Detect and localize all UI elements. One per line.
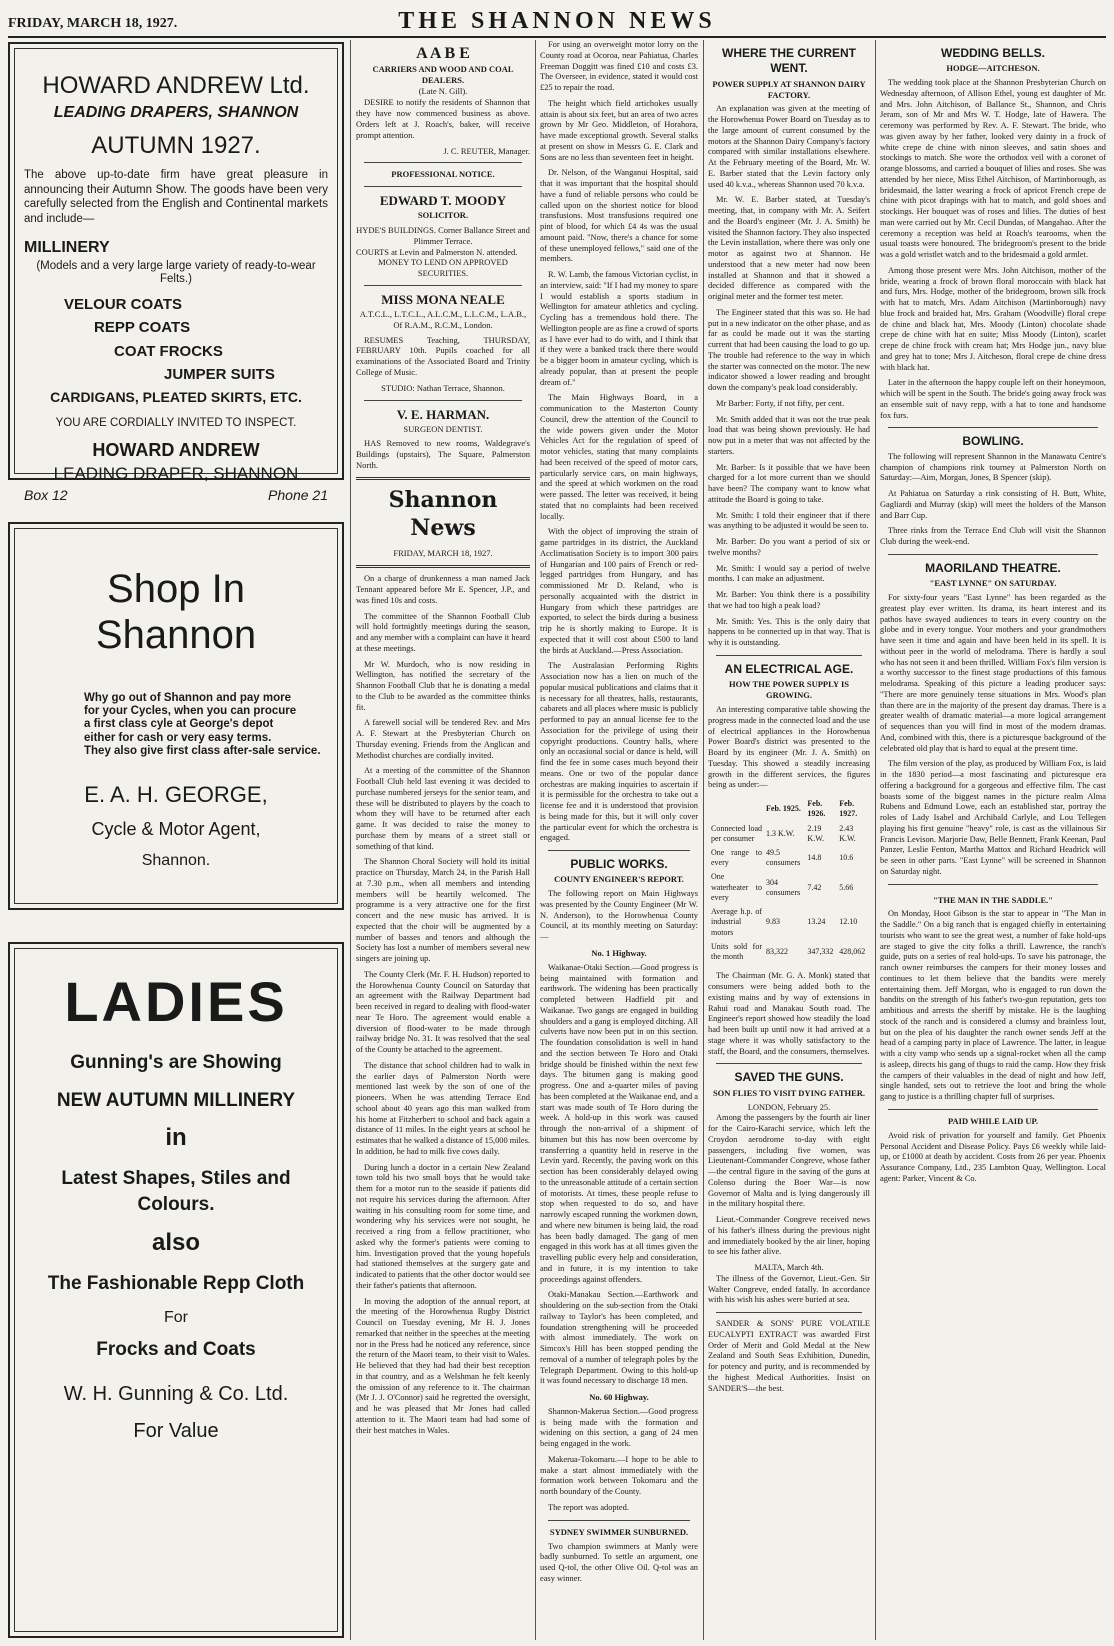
card-address: HYDE'S BUILDINGS. Corner Ballance Street and Plimmer Terrace.	[356, 224, 530, 246]
professional-notice: PROFESSIONAL NOTICE.	[391, 169, 495, 180]
news-item: During lunch a doctor in a certain New Zealand town told his two small boys that he would take them for a motor run to the seaside if patients did not require his services during the afternoon. After waiting in his consulting room for some time, and wondering why his services were not sought, he received a ring from a fellow practitioner, who asked why the former's patients were coming to him. Investigation proved that the young hopefuls had stationed themselves at the surgery gate and indicated to patients that the other doctor would see their father's patients that afternoon.	[356, 1162, 530, 1290]
ad-body-line: a first class cyle at George's depot	[84, 718, 274, 731]
ad-line: NEW AUTUMN MILLINERY	[56, 1090, 296, 1112]
column-4	[708, 40, 870, 1640]
table-cell: 304 consumers	[766, 877, 801, 897]
ad-body-line: They also give first class after-sale service.	[84, 744, 321, 757]
headline-public-works: PUBLIC WORKS.	[570, 857, 668, 871]
report-text: Makerua-Tokomaru.—I hope to be able to make a start almost immediately with the formation work between Tokomaru and the north boundary of the County.	[540, 1454, 698, 1497]
advert-sander: SANDER & SONS' PURE VOLATILE EUCALYPTI EXTRACT was awarded First Order of Merit and Gold Medal at the New Zealand and South Seas Exhibition, Dunedin, for potency and purity, and is recommended by the highest Medical Authorities. Insist on SANDER'S—the best.	[708, 1319, 870, 1393]
ad-howard-andrew	[8, 42, 344, 503]
card-title: V. E. HARMAN.	[396, 406, 490, 422]
divider	[356, 565, 530, 568]
ad-intro: The above up-to-date firm have great pleasure in announcing their Autumn Show. The goods have been very carefully selected from the English and Continental markets and include—	[24, 168, 328, 226]
power-table	[708, 796, 870, 965]
article-text: Mr. Barber: You think there is a possibility that we had too high a peak load?	[708, 590, 870, 610]
divider	[716, 1063, 862, 1064]
ad-line: Frocks and Coats	[96, 1339, 256, 1361]
report-text: The report was adopted.	[548, 1502, 629, 1512]
article-text: The Chairman (Mr. G. A. Monk) stated that consumers were being added both to the existing mains and by way of extensions in Rahui road and Manakau South road. The Engineer's report showed how steadily the load had been built up until now it had arrived at a stage where it was wholly satisfactory to the staff, the Board, and the consumers, themselves.	[708, 971, 870, 1056]
table-cell: 83,322	[766, 947, 788, 956]
card-neale	[356, 292, 530, 394]
headline-electrical: AN ELECTRICAL AGE.	[724, 661, 854, 676]
card-subtitle: SOLICITOR.	[417, 209, 469, 220]
news-item: The committee of the Shannon Football Club will hold fortnightly meetings during the season, and any member with a complaint can have it heard at these meetings.	[356, 611, 530, 653]
ad-season: AUTUMN 1927.	[91, 131, 261, 159]
news-item: The Australasian Performing Rights Association now has a lien on much of the popular musical publications and claims that it is necessary for all theatres, halls, restaurants, cabarets and all places where music is publicly performed to pay an annual license fee to the Association for the privilege of using their copyright productions. Country halls, where only an occasional social or dance is held, will find the fee in some cases much beyond their means. One or two of the popular dance orchestras are making inquiries to ascertain if it is permissible for the orchestra to take out a license fee and it is understood that provision is being made for this, but it will only cover the particular event for which the orchestra is engaged.	[540, 661, 698, 843]
article-text: An interesting comparative table showing the progress made in the connected load and the use of electrical appliances in the Horowhenua Power Board's district was presented to the Board by its engineer (Mr. J. A. Smith) on Tuesday. This showed a steadily increasing growth in the different services, the figures being as under:—	[708, 705, 870, 790]
table-cell: 12.10	[839, 917, 858, 927]
table-cell: 14.8	[807, 853, 822, 863]
table-row	[710, 823, 868, 845]
news-item: Dr. Nelson, of the Wanganui Hospital, said that it was important that the hospital should have a fund of reliable persons who could be called upon on the shortest notice for blood transfusions. Most transfusions required one pint of blood, for which £4 4s was the usual amount paid. "Now, there's a chance for some of these unemployed fellows," said one of the members.	[540, 168, 698, 264]
article-text: The following will represent Shannon in the Manawatu Centre's champion of champions rink tourney at Palmerston North on Saturday:—Aim, Morgan, Jones, B Spencer (skip).	[880, 451, 1106, 483]
dateline: LONDON, February 25.	[747, 1102, 831, 1112]
divider	[716, 655, 862, 656]
ad-headline: Shop In Shannon	[95, 567, 257, 657]
headline-swimmer: SYDNEY SWIMMER SUNBURNED.	[549, 1526, 689, 1537]
ad-body-line: Why go out of Shannon and pay more	[84, 692, 291, 704]
divider	[888, 1109, 1098, 1110]
table-row	[710, 906, 868, 939]
ad-line: For Value	[133, 1420, 219, 1443]
table-cell: 7.42	[807, 882, 822, 892]
news-item: Two champion swimmers at Manly were badly sunburned. To settle an argument, one used Q-tol, the other Olive Oil. Q-tol was an easy winner.	[540, 1541, 698, 1583]
table-header: Feb. 1926.	[807, 799, 826, 819]
report-text: Waikanae-Otaki Section.—Good progress is being maintained with formation and earthwork. The widening has been practically completed between Hadfield pit and Waikanae. Two gangs are engaged in building shoulders and a gang is employed ditching. All culverts have now been put in on this section. The foundation consolidation is well in hand and the section between Te Horo and Otaki bridge should be finished within the next few days. The bitumen gang is making good progress. One and a-quarter miles of paving has been completed at the Waikanae end, and a start was made south of Te Horo during the week. A hold-up in this work was caused through the non-arrival of a shipment of bitumen but this has now been overcome by transferring a quantity held in reserve in the Levin yard. Recently, the paving work on this section has been considerably delayed owing to the unreasonable attitude of a certain section of motorists. At times, these people refuse to stop when requested to do so, and have narrowly escaped running the workmen down, and where new bitumen is being laid, the road has been badly damaged. The gang of men engaged in this work has at all times given the travelling public every help and consideration, and in future, it is my intention to take proceedings against offenders.	[540, 962, 698, 1284]
table-cell: 13.24	[807, 917, 826, 927]
column-5	[880, 40, 1106, 1640]
ad-line: The Fashionable Repp Cloth	[47, 1272, 305, 1294]
table-header: Feb. 1925.	[766, 804, 801, 814]
article-text: Mr. Barber: Do you want a period of six or twelve months?	[708, 537, 870, 557]
report-text: Otaki-Manakau Section.—Earthwork and shouldering on the sub-section from the Otaki railway to Taylor's has been completed, and foundation strengthening will be proceeded with almost immediately. The work on Simcox's Hill has been stopped pending the removal of a number of telegraph poles by the Telegraph Department. Owing to this hold-up it was found necessary to discharge 18 men.	[540, 1290, 698, 1386]
article-text: Mr. Smith: Yes. This is the only dairy that happens to be connected up in that way. That is why it is outstanding.	[708, 616, 870, 648]
ad-item: JUMPER SUITS	[164, 365, 275, 383]
ad-line: in	[165, 1124, 187, 1152]
ad-line: Colours.	[137, 1193, 215, 1215]
ad-agent-town: Shannon.	[141, 852, 211, 870]
article-text: Among those present were Mrs. John Aitchison, mother of the bride, wearing a frock of brown floral moroccain with black hat and furs, Mrs. Hodge, mother of the bridegroom, brown silk frock with hat to match, Mrs. Adam Aitchison (Martinborough) navy blue frock and braided hat, Mrs. Graham (Woodville) floral crepe de chine and black hat, Mrs. Moody (Linton) chocolate shade crepe de chine with hat en suite; Miss Moody (Linton), scarlet crepe de chine frock with cream hat; Mrs Hodge jun., navy blue and grey hat to tone; Mrs J. Aitcheson, floral crepe de chine dress with black hat.	[880, 265, 1106, 372]
divider	[888, 884, 1098, 885]
article-text: Mr. Smith: I would say a period of twelve months. I can make an adjustment.	[708, 563, 870, 584]
paper-nameplate: Shannon News	[388, 487, 498, 542]
table-cell: 5.66	[839, 882, 854, 892]
divider	[364, 400, 522, 401]
article-text: Three rinks from the Terrace End Club will visit the Shannon Club during the week-end.	[880, 526, 1106, 547]
card-subtitle: SURGEON DENTIST.	[403, 423, 483, 434]
article-text: The wedding took place at the Shannon Presbyterian Church on Wednesday afternoon, of Allison Ethel, young est daughter of Mr. and Mrs. John Aitchison, of Ballance St., Shannon, and Chris Jeram, son of Mr and Mrs W. T. Hodge, late of Hawera. The ceremony was performed by Rev. A. F. Stewart. The bride, who was given away by her father, looked very dainty in a frock of white crepe de chine with ninon sleeves, and satin shoes and stockings to match. She wore the orthodox veil with a coronet of orange blossoms, and carried a bouquet of lilies and roses. She was attended by her niece, Miss Ethel Aitchison, of Martinborough, as bridesmaid, the latter wearing a frock of apricot French crepe de chine with picot drapings with hat to match, and gold shoes and stockings. Her bouquet was of roses and lilies. The duties of best man were carried out by Mr. Cecil Dundas, of Mangahao. After the ceremony a reception was held at Roach's tearooms, when the usual toasts were honoured. The bridegroom's present to the bride was a gold wristlet watch and to the bridesmaid a gold armlet.	[880, 78, 1106, 260]
card-note: (Late N. Gill).	[418, 86, 468, 97]
ad-millinery: MILLINERY	[24, 239, 110, 257]
news-item: With the object of improving the strain of game partridges in its district, the Auckland Acclimatisation Society is to import 300 pairs of Hungarian and 100 pairs of French or red-legged partridges from Hungary, and has commissioned Mr D. Reland, who is personally acquainted with the district in Hungary from which these partridges are exported, to select the birds during a business trip he is shortly making to Europe. It is expected that it will cost about £500 to land the birds at Auckland.—Press Association.	[540, 527, 698, 655]
subhead: SON FLIES TO VISIT DYING FATHER.	[712, 1087, 866, 1098]
article-text: The film version of the play, as produced by William Fox, is laid in the 1830 period—a most fascinating and picturesque era offering a background for a gorgeous and effective film. The cast boasts some of the biggest names in the picture realm Alma Rubens and Edmund Lowe, each an established star, portray the roles of Lady Isabel and Archibald Carlyle, and Lou Tellegen playing his first genuine "heavy" role, is cast as the villainous Sir Francis Levison. Marjorie Daw, Belle Bennett, Frank Keenan, Paul Panzer, Leslie Fenton, Martha Mattox and Richard Headrick will be seen in other parts. "East Lynne" will be screened in Shannon on Saturday night.	[880, 759, 1106, 876]
headline-current: WHERE THE CURRENT WENT.	[722, 46, 856, 76]
card-body: COURTS at Levin and Palmerston N. attended.	[356, 246, 518, 257]
card-body: DESIRE to notify the residents of Shannon that they have now commenced business as above. Orders left at J. Roach's, baker, will receive prompt attention.	[356, 97, 530, 140]
headline-theatre: MAORILAND THEATRE.	[925, 560, 1061, 575]
article-text: For sixty-four years "East Lynne" has been regarded as the greatest play ever written. Its drama, its heart interest and its pathos have swayed audiences to tears in every country on the globe and in every tongue. Your mothers and your grandmothers have seen it time and again and have been held in its spell. It is without peer in the world of melodrama. There is hardly a soul who has not seen it and been thrilled. William Fox's film version is a worthy successor to the finest stage productions of this famous melodrama. Speaking of this picture a leading producer says: "There are more genuinely tense situations in Mrs. Wood's plan than there are in the majority of the present day dramas. There is a greater wealth of dramatic material—a more logical arrangement of sequences than you will find in most of the modern dramas. And, combined with this, there is a picturesque background of the celebrated old play that is hard to equal at the present time.	[880, 593, 1106, 753]
ad-box: Box 12	[24, 486, 68, 503]
column-rule	[875, 40, 876, 1640]
divider	[888, 554, 1098, 555]
card-harman	[356, 407, 530, 471]
table-header	[710, 798, 763, 820]
table-cell: 347,332	[807, 947, 834, 956]
newspaper-title: THE SHANNON NEWS	[398, 8, 716, 34]
headline-saddle: "THE MAN IN THE SADDLE."	[932, 894, 1054, 905]
table-cell: One range to every	[711, 848, 762, 868]
column-rule	[703, 40, 704, 1640]
headline-paid: PAID WHILE LAID UP.	[947, 1115, 1039, 1126]
ad-ladies-gunning	[8, 942, 344, 1638]
article-text: Mr. Smith: I told their engineer that if there was anything to be adjusted it would be seen to.	[708, 510, 870, 531]
ad-tagline: LEADING DRAPERS, SHANNON	[53, 103, 299, 121]
issue-date: FRIDAY, MARCH 18, 1927.	[8, 16, 178, 31]
column-2	[356, 40, 530, 1640]
report-text: Shannon-Makerua Section.—Good progress is being made with the formation and widening on this section, a gang of 24 men being engaged in the work.	[540, 1406, 698, 1449]
card-moody	[356, 193, 530, 279]
article-text: On Monday, Hoot Gibson is the star to appear in "The Man in the Saddle." On a big ranch that is engaged chiefly in entertaining tourists who want to see the great west, a number of fake hold-ups are staged to give the city folks a thrill. Lawrence, the ranch's guide, puts on a series of real hold-ups. To save his patronage, the ranch owner reimburses the campers for their money losses and continues to let them believe that the bandits were merely entertaining them. Jeff Morgan, who is engaged to run down the bandits on the strength of his father's two-gun reputation, gets too ambitious and arrests the sheriff by mistake. He is the laughing stock of the ranch and is considered a clumsy and brainless lout, but on the plea of his daughter the ranch owner sends Jeff at the head of a camping party in place of Lawrence. The latter, in league with a city vamp who sends up a signal-rocket when all the camp is asleep, directs his gang of thugs to raid the camp. How they frisk the campers of their valuables in the dead of night and how Jeff, single handed, sets out to retrieve the loot and bring the whole gang to justice is a thrilling chapter full of surprises.	[880, 909, 1106, 1102]
article-text: An explanation was given at the meeting of the Horowhenua Power Board on Tuesday as to the large amount of current consumed by the motors at the Shannon Dairy Company's factory compared with similar installations elsewhere. At the February meeting of the Board, Mr. W. E. Barber stated that the Levin factory only used 40 k.v.a., whereas Shannon used 70 k.v.a.	[708, 104, 870, 189]
subhead: HODGE—AITCHESON.	[946, 63, 1040, 74]
ad-line: For	[164, 1308, 188, 1326]
divider	[548, 1520, 690, 1521]
news-item: The County Clerk (Mr. F. H. Hudson) reported to the Horowhenua County Council on Saturday that an agreement with the Railway Department had been received in regard to dealing with flood-water near Te Horo. The agreement would enable a diversion of flood-water to be made through railway bridge No. 31. It was resolved that the seal of the County be attached to the agreement.	[356, 969, 530, 1055]
table-cell: 2.43 K.W.	[839, 823, 856, 843]
news-item: At a meeting of the committee of the Shannon Football Club held last evening it was decided to purchase numbered jerseys for the senior team, and these will be distributed to players by the coach to whom they will have to be returned after each game. It was decided to raise the money to purchase them by means of a street stall or something of that kind.	[356, 766, 530, 851]
ad-item: CARDIGANS, PLEATED SKIRTS, ETC.	[50, 389, 302, 406]
article-text: The Engineer stated that this was so. He had put in a new indicator on the other phase, and as far as could be made out it was the starting current that had been causing the load to go up. The trouble had reference to the way in which the starter was connected on the motor. The new indicator showed a lower reading and brought down the company's peak load considerably.	[708, 307, 870, 393]
masthead	[8, 6, 1106, 38]
ad-item: VELOUR COATS	[64, 296, 183, 314]
news-item: The height which field artichokes usually attain is about six feet, but an area of two acres grown by Mr Geo. Middleton, of Horahora, have made exceptional growth. Several stalks at present on show in Messrs G. E. Clark and Sons are no less than seventeen feet in height.	[540, 98, 698, 162]
dateline: MALTA, March 4th.	[754, 1263, 824, 1273]
ad-signature: HOWARD ANDREW	[92, 440, 260, 461]
table-cell: 1.3 K.W.	[766, 828, 795, 838]
headline-wedding: WEDDING BELLS.	[941, 46, 1045, 60]
subhead: COUNTY ENGINEER'S REPORT.	[554, 874, 684, 885]
article-text: The illness of the Governor, Lieut.-Gen. Sir Walter Congreve, ended fatally. In accordance with his wish his ashes were buried at sea.	[708, 1273, 870, 1305]
ad-line: W. H. Gunning & Co. Ltd.	[63, 1383, 289, 1406]
card-title: MISS MONA NEALE	[381, 292, 505, 308]
article-text: Mr. W. E. Barber stated, at Tuesday's meeting, that, in company with Mr. A. Seifert and the Board's engineer (Mr. J. A. Smith) he visited the Shannon factory. They also inspected the Levin installation, where there was only one motor as against two at Shannon. He understood that a new meter had now been installed at Shannon and that it showed a decided difference as compared with the original meter and the former test meter.	[708, 195, 870, 302]
ad-agent-trade: Cycle & Motor Agent,	[91, 819, 261, 840]
headline-guns: SAVED THE GUNS.	[734, 1070, 844, 1085]
ad-item: REPP COATS	[94, 319, 191, 337]
ad-headline: LADIES	[64, 970, 288, 1033]
table-cell: One waterheater to every	[711, 872, 762, 902]
ad-shop-in-shannon	[8, 522, 344, 910]
card-aabe	[356, 44, 530, 156]
ad-line: Gunning's are Showing	[70, 1052, 282, 1074]
advert-phoenix: Avoid risk of privation for yourself and family. Get Phoenix Personal Accident and Disease Policy. Pays £6 weekly while laid-up, or £1000 at death by accident. Costs from 26 per year. Phoenix Assurance Company, Ltd., 235 Lambton Quay, Wellington. Local agent: Parker, Vincent & Co.	[880, 1130, 1106, 1183]
ad-body-line: for your Cycles, when you can procure	[84, 705, 297, 718]
news-item: The Shannon Choral Society will hold its initial practice on Thursday, March 24, in the Parish Hall at 7.30 p.m., when all members and intending members will be heartily welcomed. The programme is a very attractive one for the first concert and the new music has arrived. It is expected that the choir will be augmented by a number of basses and tenors and although the Society has lost a number of members several new singers are joining up.	[356, 857, 530, 964]
divider	[888, 427, 1098, 428]
ad-firm-name: HOWARD ANDREW Ltd.	[42, 72, 310, 99]
ad-item: COAT FROCKS	[114, 342, 223, 360]
column-3	[540, 40, 698, 1640]
news-item: For using an overweight motor lorry on the County road at Ocoroa, near Pahiatua, Charles Freeman Doggitt was fined £10 and costs £3. The Overseer, in evidence, stated it would cost £25 to repair the road.	[540, 40, 698, 92]
card-body: HAS Removed to new rooms, Waldegrave's Buildings (upstairs), The Square, Palmerston North.	[356, 438, 530, 471]
table-header: Feb. 1927.	[839, 799, 858, 819]
column-rule	[350, 40, 351, 1640]
ad-line: also	[151, 1229, 201, 1257]
subhead: No. 1 Highway.	[591, 947, 647, 958]
table-cell: 428,062	[839, 947, 866, 956]
card-studio: STUDIO: Nathan Terrace, Shannon.	[381, 383, 505, 394]
report-text: The following report on Main Highways was presented by the County Engineer (Mr W. N. Anderson), to the Horowhenua County Council, at its monthly meeting on Saturday:—	[540, 889, 698, 942]
ad-invite: YOU ARE CORDIALLY INVITED TO INSPECT.	[55, 417, 297, 430]
news-item: Mr W. Murdoch, who is now residing in Wellington, has notified the secretary of the Shannon Football Club that he is donating a medal to the Club to be awarded as the committee thinks fit.	[356, 659, 530, 712]
card-qualifications: A.T.C.L., L.T.C.L., A.L.C.M., L.L.C.M., L.A.B., Of R.A.M., R.C.M., London.	[359, 308, 527, 330]
divider	[356, 477, 530, 480]
table-row	[710, 871, 868, 904]
table-cell: 49.5 consumers	[766, 848, 801, 868]
news-item: The Main Highways Board, in a communication to the Masterton County Council, drew the attention of the Council to the wide powers given under the Motor Vehicles Act for the regulation of speed of motor vehicles, stating that many complaints had been received of the speed of motor cars, particularly service cars, on main highways, and the speed at which workmen on the road were passed. The letter was received, it being stated that no complaints had been received locally.	[540, 393, 698, 521]
ad-body-line: either for cash or very easy terms.	[84, 731, 272, 744]
subhead: "EAST LYNNE" ON SATURDAY.	[929, 578, 1057, 589]
subhead: HOW THE POWER SUPPLY IS GROWING.	[729, 679, 849, 701]
table-cell: Connected load per consumer	[711, 823, 762, 843]
card-body: RESUMES Teaching, THURSDAY, FEBRUARY 10th. Pupils coached for all examinations of the Associated Board and Trinity College of Music.	[356, 334, 530, 378]
subhead: No. 60 Highway.	[589, 1392, 649, 1403]
table-cell: 2.19 K.W.	[807, 823, 825, 843]
article-text: Among the passengers by the fourth air liner for the Cairo-Karachi service, which left the Croydon aerodrome to-day with eight passengers, including five women, was Lieutenant-Commander Congreve, whose father—the central figure in the saving of the guns at Colenso during the Boer War—is now Governor of Malta and is lying dangerously ill in the military hospital there.	[708, 1113, 870, 1209]
ad-line: Latest Shapes, Stiles and	[61, 1167, 291, 1189]
article-text: Mr. Smith added that it was not the true peak load that was being shown previously. He had now put in a meter that was not affected by the starters.	[708, 414, 870, 456]
article-text: At Pahiatua on Saturday a rink consisting of H. Butt, White, Gagliardi and Murray (skip) will meet the holders of the Manson and Barr Cup.	[880, 489, 1106, 520]
article-text: Lieut.-Commander Congreve received news of his father's illness during the previous night and immediately booked by the air liner, hoping to see his father alive.	[708, 1215, 870, 1257]
card-sig: J. C. REUTER, Manager.	[443, 145, 530, 156]
ad-phone: Phone 21	[268, 486, 328, 503]
news-item: On a charge of drunkenness a man named Jack Tennant appeared before Mr E. Spencer, J.P., and was fined 10s and costs.	[356, 574, 530, 605]
article-text: Mr Barber: Forty, if not fifty, per cent.	[716, 398, 845, 408]
card-title: A A B E	[416, 45, 470, 62]
column-rule	[535, 40, 536, 1640]
card-body: MONEY TO LEND ON APPROVED SECURITIES.	[378, 257, 508, 279]
news-item: The distance that school children had to walk in the earlier days of Palmerston North were mentioned last week by the son of one of the pioneers. When he was attending Terrace End school about 40 years ago this man walked from his home at Fitzherbert to school and back again a distance of 11 miles. In the eight years at school he estimates that he walked a distance of 15,000 miles. In addition, he had to milk five cows daily.	[356, 1060, 530, 1156]
headline-bowling: BOWLING.	[962, 434, 1024, 449]
news-item: A farewell social will be tendered Rev. and Mrs A. F. Stewart at the Presbyterian Church on Thursday evening. Friends from the Anglican and Methodist churches are cordially invited.	[356, 718, 530, 760]
card-title: EDWARD T. MOODY	[379, 193, 507, 209]
divider	[548, 850, 690, 851]
divider	[364, 186, 522, 187]
article-text: Mr. Barber: Is it possible that we have been charged for a lot more current than we should have been? The company want to know what attitude the Board is going to take.	[708, 462, 870, 504]
table-row	[710, 847, 868, 869]
ad-agent-name: E. A. H. GEORGE,	[84, 782, 268, 808]
table-cell: 10.6	[839, 853, 854, 863]
table-cell: Units sold for the month	[711, 941, 762, 962]
ad-millinery-note: (Models and a very large large variety of ready-to-wear Felts.)	[36, 259, 316, 285]
table-cell: Average h.p. of industrial motors	[711, 907, 762, 937]
divider	[364, 162, 522, 163]
news-item: R. W. Lamb, the famous Victorian cyclist, in an interview, said: "If I had my money to spare I would establish a sports stadium in Wellington for amateur athletics and cycling. Cycling has a tremendous hold there. The Wellington people are as fine a crowd of sports as I have ever had to do with, and I think that if they were a banked track there there would be a bigger boom in amateur cycling, which is already popular, than at present the people dream of."	[540, 270, 698, 387]
article-text: Later in the afternoon the happy couple left on their honeymoon, which will be spent in the South. The bride's going away frock was an ensemble suit of navy repp, with a hat to tone and handsome fox furs.	[880, 378, 1106, 420]
ad-signature-line: LEADING DRAPER, SHANNON	[53, 464, 299, 484]
table-row	[710, 941, 868, 963]
card-subtitle: CARRIERS AND WOOD AND COAL DEALERS.	[372, 64, 514, 86]
subhead: POWER SUPPLY AT SHANNON DAIRY FACTORY.	[712, 78, 866, 100]
news-item: In moving the adoption of the annual report, at the meeting of the Horowhenua Rugby District Council on Tuesday evening, Mr H. J. Jones remarked that neither in the speeches at the meeting nor in the Press had he noticed any reference, since the return of the Maori team, to their visit to Wales. He believed that they had had their best reception in that country, and as a Welshman he felt keenly the omission of any reference to it. The chairman (Mr J. J. O'Connor) said he regretted the oversight, and he was pleased that Mr Jones had called attention to it. The Maori team had had some of their best matches in Wales.	[356, 1296, 530, 1435]
table-cell: 9.83	[766, 917, 780, 927]
divider	[716, 1312, 862, 1313]
paper-date: FRIDAY, MARCH 18, 1927.	[393, 548, 493, 559]
divider	[364, 285, 522, 286]
